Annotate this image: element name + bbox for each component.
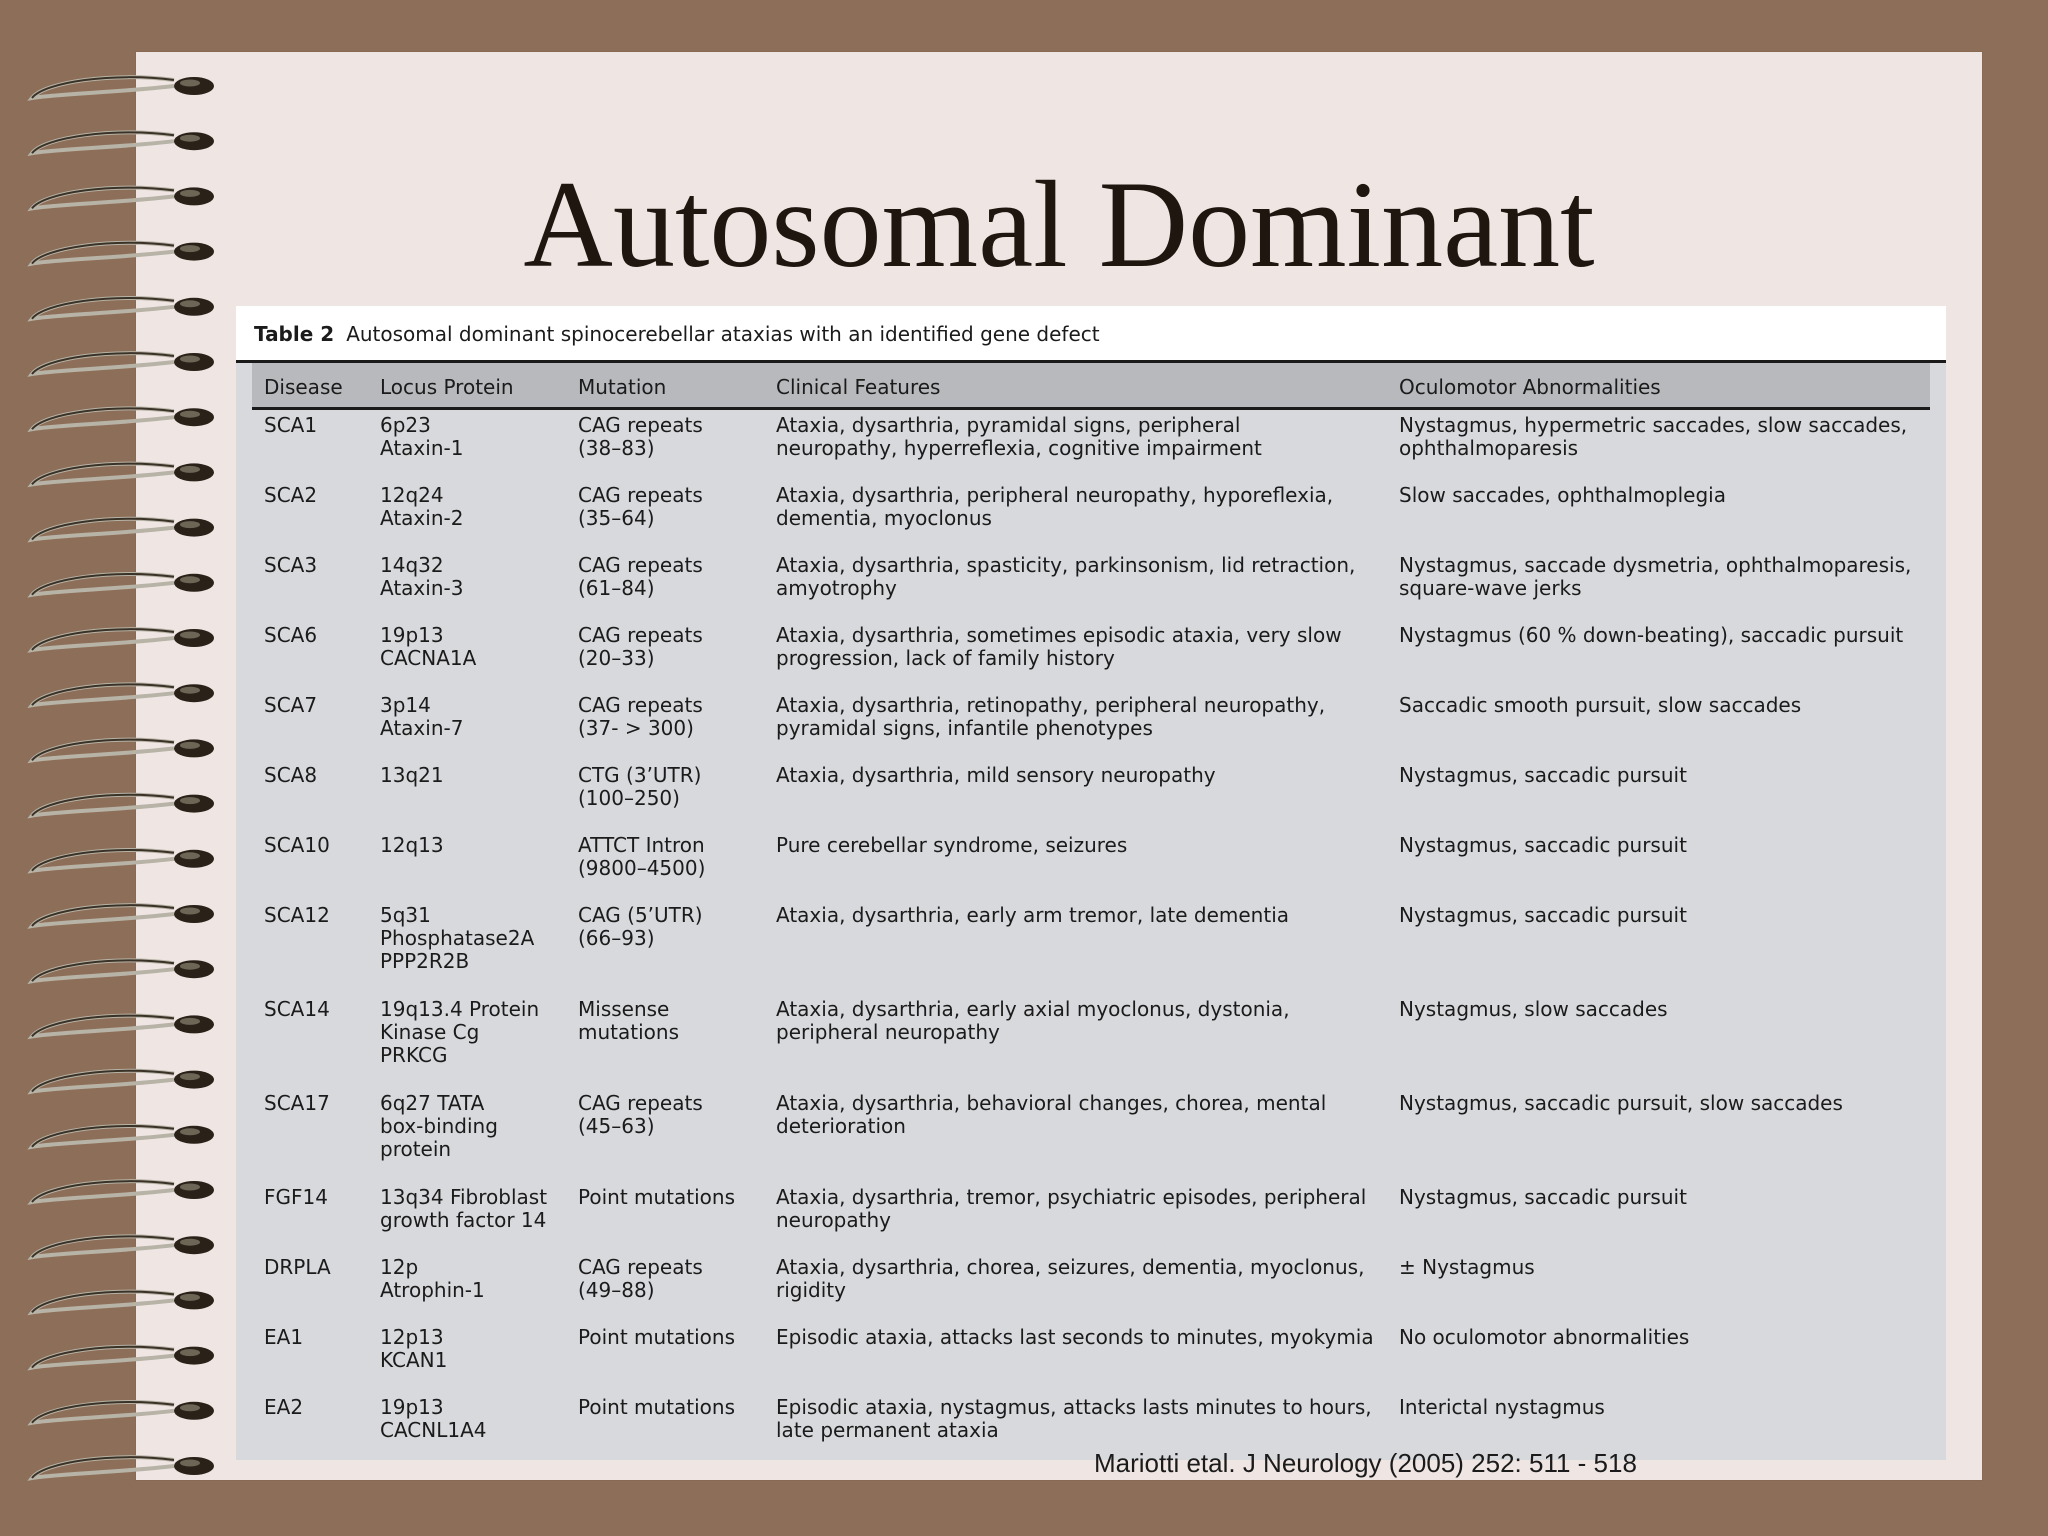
table-caption-band	[236, 306, 1946, 363]
cell-locus-protein: 12q24 Ataxin-2	[380, 483, 464, 530]
cell-clinical-features: Episodic ataxia, nystagmus, attacks lasts minutes to hours, late permanent ataxia	[776, 1395, 1372, 1442]
cell-disease: SCA7	[264, 693, 318, 717]
cell-oculomotor: Nystagmus, saccadic pursuit	[1399, 1185, 1687, 1209]
cell-oculomotor: Slow saccades, ophthalmoplegia	[1399, 483, 1726, 507]
header-mutation: Mutation	[578, 375, 667, 399]
header-disease: Disease	[264, 375, 343, 399]
cell-clinical-features: Ataxia, dysarthria, behavioral changes, chorea, mental deterioration	[776, 1091, 1327, 1138]
cell-disease: EA1	[264, 1325, 304, 1349]
cell-disease: SCA2	[264, 483, 318, 507]
cell-mutation: CAG repeats (37- > 300)	[578, 693, 703, 740]
cell-oculomotor: Nystagmus, saccadic pursuit	[1399, 833, 1687, 857]
cell-locus-protein: 5q31 Phosphatase2A PPP2R2B	[380, 903, 535, 973]
table-caption-text: Autosomal dominant spinocerebellar ataxias with an identified gene defect	[346, 322, 1100, 346]
cell-oculomotor: Nystagmus (60 % down-beating), saccadic pursuit	[1399, 623, 1904, 647]
cell-clinical-features: Ataxia, dysarthria, early axial myoclonus, dystonia, peripheral neuropathy	[776, 997, 1290, 1044]
cell-oculomotor: Nystagmus, hypermetric saccades, slow saccades, ophthalmoparesis	[1399, 413, 1908, 460]
cell-locus-protein: 12p Atrophin-1	[380, 1255, 485, 1302]
cell-locus-protein: 3p14 Ataxin-7	[380, 693, 464, 740]
cell-oculomotor: Nystagmus, slow saccades	[1399, 997, 1668, 1021]
table-caption-label: Table 2	[254, 322, 335, 346]
cell-disease: SCA6	[264, 623, 318, 647]
header-oculomotor: Oculomotor Abnormalities	[1399, 375, 1661, 399]
table-header	[252, 363, 1930, 410]
cell-oculomotor: Saccadic smooth pursuit, slow saccades	[1399, 693, 1802, 717]
cell-oculomotor: ± Nystagmus	[1399, 1255, 1535, 1279]
cell-locus-protein: 12q13	[380, 833, 444, 857]
cell-locus-protein: 13q21	[380, 763, 444, 787]
citation: Mariotti etal. J Neurology (2005) 252: 511 - 518	[1094, 1448, 1637, 1478]
cell-locus-protein: 19p13 CACNL1A4	[380, 1395, 487, 1442]
cell-clinical-features: Pure cerebellar syndrome, seizures	[776, 833, 1128, 857]
cell-locus-protein: 19p13 CACNA1A	[380, 623, 477, 670]
slide-title: Autosomal Dominant	[523, 156, 1595, 293]
cell-clinical-features: Ataxia, dysarthria, tremor, psychiatric episodes, peripheral neuropathy	[776, 1185, 1367, 1232]
cell-mutation: CAG repeats (35–64)	[578, 483, 703, 530]
cell-disease: SCA17	[264, 1091, 330, 1115]
cell-clinical-features: Ataxia, dysarthria, sometimes episodic ataxia, very slow progression, lack of family history	[776, 623, 1342, 670]
cell-clinical-features: Ataxia, dysarthria, retinopathy, peripheral neuropathy, pyramidal signs, infantile phenotypes	[776, 693, 1326, 740]
header-clinical-features: Clinical Features	[776, 375, 941, 399]
cell-oculomotor: No oculomotor abnormalities	[1399, 1325, 1690, 1349]
cell-clinical-features: Episodic ataxia, attacks last seconds to minutes, myokymia	[776, 1325, 1374, 1349]
cell-locus-protein: 12p13 KCAN1	[380, 1325, 448, 1372]
cell-mutation: CAG (5’UTR) (66–93)	[578, 903, 703, 950]
header-locus-protein: Locus Protein	[380, 375, 514, 399]
cell-mutation: CAG repeats (20–33)	[578, 623, 703, 670]
cell-oculomotor: Nystagmus, saccadic pursuit	[1399, 763, 1687, 787]
cell-locus-protein: 13q34 Fibroblast growth factor 14	[380, 1185, 548, 1232]
cell-disease: EA2	[264, 1395, 304, 1419]
cell-oculomotor: Interictal nystagmus	[1399, 1395, 1605, 1419]
cell-mutation: Missense mutations	[578, 997, 679, 1044]
cell-clinical-features: Ataxia, dysarthria, peripheral neuropathy, hyporeflexia, dementia, myoclonus	[776, 483, 1334, 530]
cell-disease: SCA10	[264, 833, 330, 857]
data-table	[236, 306, 1946, 1460]
cell-disease: FGF14	[264, 1185, 328, 1209]
cell-disease: DRPLA	[264, 1255, 331, 1279]
cell-mutation: CAG repeats (49–88)	[578, 1255, 703, 1302]
cell-oculomotor: Nystagmus, saccadic pursuit	[1399, 903, 1687, 927]
cell-clinical-features: Ataxia, dysarthria, mild sensory neuropathy	[776, 763, 1216, 787]
cell-mutation: CAG repeats (61–84)	[578, 553, 703, 600]
cell-clinical-features: Ataxia, dysarthria, spasticity, parkinsonism, lid retraction, amyotrophy	[776, 553, 1356, 600]
cell-locus-protein: 19q13.4 Protein Kinase Cg PRKCG	[380, 997, 540, 1067]
cell-clinical-features: Ataxia, dysarthria, chorea, seizures, dementia, myoclonus, rigidity	[776, 1255, 1365, 1302]
cell-locus-protein: 6p23 Ataxin-1	[380, 413, 464, 460]
cell-disease: SCA1	[264, 413, 318, 437]
cell-locus-protein: 6q27 TATA box-binding protein	[380, 1091, 498, 1161]
cell-mutation: Point mutations	[578, 1185, 736, 1209]
cell-oculomotor: Nystagmus, saccade dysmetria, ophthalmoparesis, square-wave jerks	[1399, 553, 1912, 600]
cell-mutation: Point mutations	[578, 1395, 736, 1419]
cell-disease: SCA8	[264, 763, 318, 787]
cell-locus-protein: 14q32 Ataxin-3	[380, 553, 464, 600]
cell-mutation: CAG repeats (45–63)	[578, 1091, 703, 1138]
cell-mutation: CAG repeats (38–83)	[578, 413, 703, 460]
cell-clinical-features: Ataxia, dysarthria, pyramidal signs, peripheral neuropathy, hyperreflexia, cognitive impairment	[776, 413, 1262, 460]
cell-clinical-features: Ataxia, dysarthria, early arm tremor, late dementia	[776, 903, 1290, 927]
cell-mutation: ATTCT Intron (9800–4500)	[578, 833, 706, 880]
cell-disease: SCA12	[264, 903, 330, 927]
cell-mutation: Point mutations	[578, 1325, 736, 1349]
cell-oculomotor: Nystagmus, saccadic pursuit, slow saccades	[1399, 1091, 1843, 1115]
cell-disease: SCA14	[264, 997, 330, 1021]
cell-mutation: CTG (3’UTR) (100–250)	[578, 763, 702, 810]
table-caption	[254, 322, 1100, 346]
cell-disease: SCA3	[264, 553, 318, 577]
